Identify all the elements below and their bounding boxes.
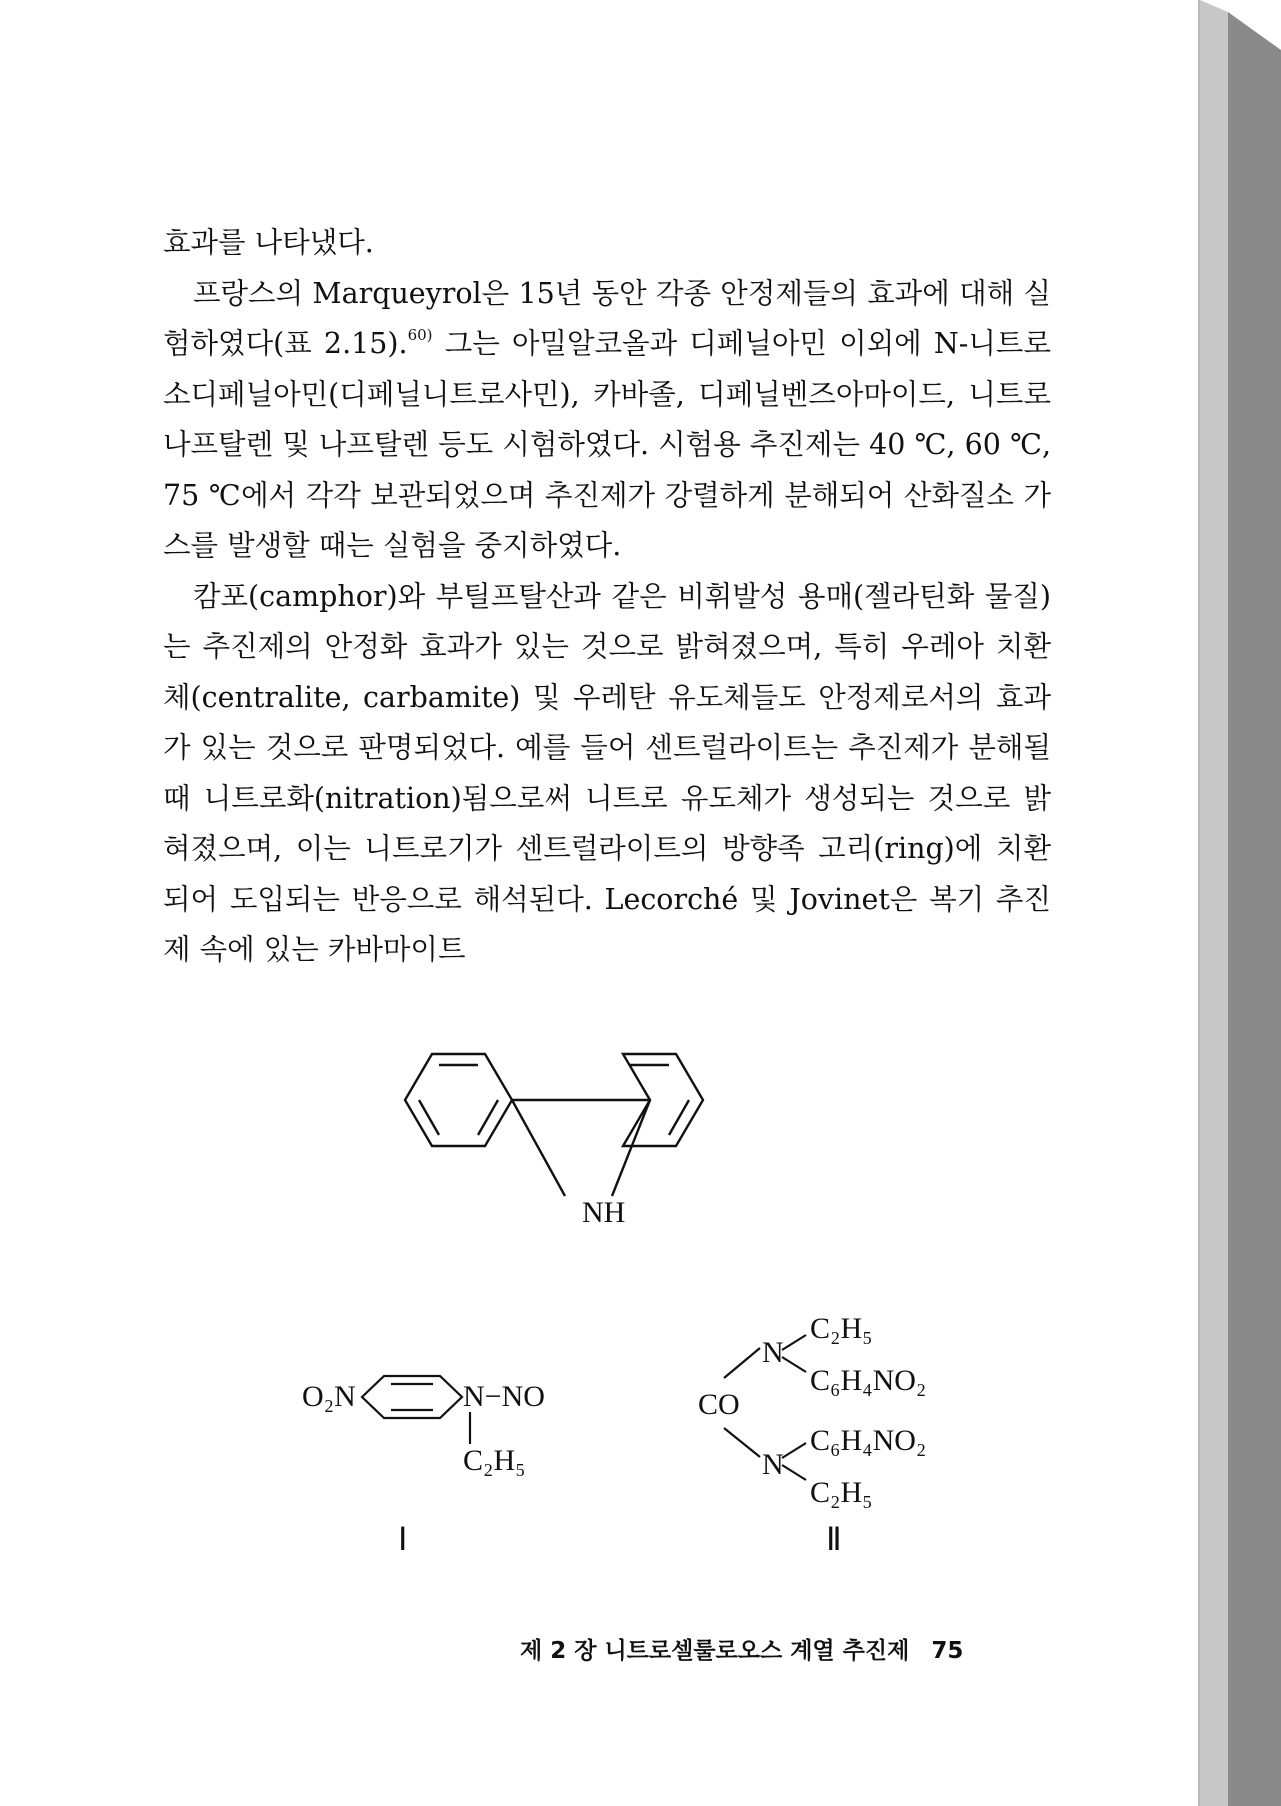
book-spine (1200, 0, 1281, 1806)
paragraph-1: 효과를 나타냈다. (163, 226, 374, 259)
compound-2-bottom-ethyl-label: C₂H₅ (810, 1476, 873, 1509)
carbazole-nh-label: NH (582, 1196, 626, 1229)
compound-1-o2n-label: O₂N (302, 1380, 356, 1413)
paragraph-2-text: 프랑스의 Marqueyrol은 15년 동안 각종 안정제들의 효과에 대해 실험하였다(표 2.15). (163, 276, 1051, 360)
compound-2-bottom-n-label: N (762, 1448, 784, 1481)
compound-2-numeral: Ⅱ (826, 1521, 842, 1557)
chapter-title: 제 2 장 니트로셀룰로오스 계열 추진제 (520, 1638, 910, 1664)
paragraph-2-cont: 그는 아밀알코올과 디페닐아민 이외에 N-니트로소디페닐아민(디페닐니트로사민), 카바졸, 디페닐벤즈아마이드, 니트로나프탈렌 및 나프탈렌 등도 시험하였다. 시험용 추진제는 40 ℃, 60 ℃, 75 ℃에서 각각 보관되었으며 추진제가 강렬하게 분해되어 산화질소 가스를 발생할 때는 실험을 중지하였다. (163, 327, 1051, 562)
compound-2-top-ethyl-label: C₂H₅ (810, 1312, 873, 1345)
paragraph-3: 캄포(camphor)와 부틸프탈산과 같은 비휘발성 용매(젤라틴화 물질)는 추진제의 안정화 효과가 있는 것으로 밝혀졌으며, 특히 우레아 치환체(centralite, carbamite) 및 우레탄 유도체들도 안정제로서의 효과가 있는 것으로 판명되었다. 예를 들어 센트럴라이트는 추진제가 분해될 때 니트로화(nitration)됨으로써 니트로 유도체가 생성되는 것으로 밝혀졌으며, 이는 니트로기가 센트럴라이트의 방향족 고리(ring)에 치환되어 도입되는 반응으로 해석된다. Lecorché 및 Jovinet은 복기 추진제 속에 있는 카바마이트 (163, 579, 1051, 966)
footnote-ref: 60) (407, 326, 433, 344)
compound-1-ethyl-label: C₂H₅ (463, 1444, 526, 1477)
compound-2-top-n-label: N (762, 1336, 784, 1369)
page-footer (520, 1632, 963, 1665)
compound-1-numeral: Ⅰ (398, 1521, 408, 1557)
compound-1-ring (362, 1376, 470, 1444)
compound-2-top-nitrophenyl-label: C₆H₄NO₂ (810, 1364, 927, 1397)
compound-1-nno-label: N−NO (463, 1380, 545, 1413)
page-number: 75 (931, 1638, 964, 1664)
compound-2-bottom-nitrophenyl-label: C₆H₄NO₂ (810, 1424, 927, 1457)
carbazole-structure (405, 1054, 703, 1196)
compound-2-co-label: CO (698, 1388, 740, 1421)
